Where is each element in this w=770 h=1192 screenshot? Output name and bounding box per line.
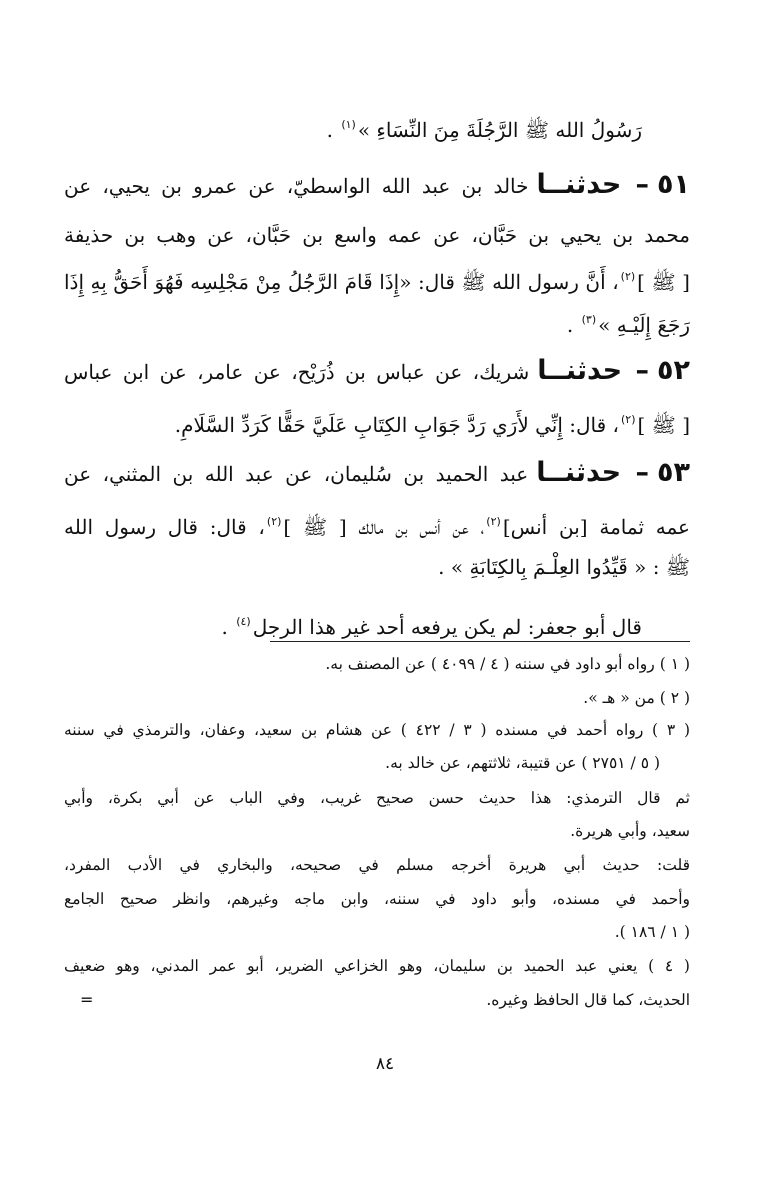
footnote-text: ( ١ ) رواه أبو داود في سننه ( ٤ / ٤٠٩٩ ) عن المصنف به. (325, 655, 690, 673)
isnad-text: ، عن أنس بن مالك [ ﷺ ] (283, 515, 485, 539)
footnote-3-line-5 (64, 853, 690, 877)
footnote-marker: (٢) (266, 515, 282, 528)
closing-remark (64, 608, 642, 641)
footnote-marker: (٤) (236, 615, 251, 628)
hadith-51-line-2 (64, 221, 690, 249)
isnad-text: عمه ثمامة [بن أنس] (502, 515, 690, 539)
footnote-3-line-2 (64, 751, 660, 775)
hadith-51-line-1 (64, 171, 690, 200)
footnote-2 (64, 686, 690, 710)
hadith-51-line-4 (64, 306, 690, 339)
matn-text: ، أَنَّ رسول الله ﷺ قال: «إِذَا قَامَ الرَّجُلُ مِنْ مَجْلِسِه فَهُوَ أَحَقُّ بِهِ إِذَا (64, 270, 619, 294)
hadith-number: ٥١ (657, 169, 690, 200)
footnote-text: ( ١ / ١٨٦ ). (614, 923, 690, 941)
page-number: ٨٤ (375, 1054, 395, 1074)
footnote-3-line-4 (64, 819, 690, 843)
footnote-text: وأحمد في مسنده، وأبو داود في سننه، وابن ماجه وغيرهم، وانظر صحيح الجامع (64, 890, 690, 908)
haddathana-heading: – حدثنــا (536, 169, 650, 200)
hadith-53-line-3 (64, 553, 690, 581)
footnote-1 (64, 652, 690, 676)
continuation-line (327, 111, 642, 144)
footnote-text: ( ٤ ) يعني عبد الحميد بن سليمان، وهو الخزاعي الضرير، أبو عمر المدني، وهو ضعيف (64, 957, 690, 975)
period: . (566, 313, 574, 337)
footnote-marker: (١) (341, 118, 356, 131)
hadith-52-line-1 (64, 357, 690, 386)
period: . (221, 615, 228, 639)
hadith-number: ٥٢ (657, 355, 690, 386)
matn-text: رَجَعَ إِلَيْـهِ » (598, 313, 690, 337)
matn-text: ﷺ : « قَيِّدُوا العِلْـمَ بِالكِتَابَةِ » . (438, 555, 690, 579)
footnote-text: ( ٢ ) من « هـ ». (583, 689, 690, 707)
footnote-text: ( ٣ ) رواه أحمد في مسنده ( ٣ / ٤٢٢ ) عن هشام بن سعيد، وعفان، والترمذي في سننه (64, 721, 691, 739)
footnote-3-line-1 (64, 718, 690, 742)
isnad-text: محمد بن يحيي بن حَبَّان، عن عمه واسع بن حَبَّان، عن وهب بن حذيفة (64, 223, 690, 247)
footnote-text: الحديث، كما قال الحافظ وغيره. (486, 991, 690, 1009)
closing-text: قال أبو جعفر: لم يكن يرفعه أحد غير هذا الرجل (252, 615, 642, 639)
footnote-separator (270, 641, 690, 642)
haddathana-heading: – حدثنــا (536, 457, 650, 488)
isnad-text: ، قال: قال رسول الله (64, 515, 265, 539)
footnote-4-line-2 (64, 988, 690, 1012)
isnad-text: عبد الحميد بن سُليمان، عن عبد الله بن المثني، عن (64, 462, 529, 486)
footnote-marker: (٢) (486, 515, 501, 528)
hadith-52-line-2 (64, 406, 690, 439)
hadith-51-line-3 (64, 263, 690, 296)
footnote-text: ثم قال الترمذي: هذا حديث حسن صحيح غريب، وفي الباب عن أبي بكرة، وأبي (64, 789, 690, 807)
footnote-3-line-3 (64, 786, 690, 810)
footnote-3-line-7 (64, 920, 690, 944)
footnote-3-line-6 (64, 887, 690, 911)
footnote-text: ( ٥ / ٢٧٥١ ) عن قتيبة، ثلاثتهم، عن خالد به. (385, 754, 660, 772)
footnote-4-line-1 (64, 954, 690, 978)
hadith-number: ٥٣ (657, 457, 690, 488)
footnote-marker: (٣) (581, 313, 597, 326)
haddathana-heading: – حدثنــا (537, 355, 650, 386)
footnote-text: سعيد، وأبي هريرة. (570, 822, 690, 840)
hadith-53-line-1 (64, 459, 690, 488)
hadith-53-line-2 (64, 508, 690, 541)
isnad-text: شريك، عن عباس بن ذُرَيْح، عن عامر، عن ابن عباس (64, 360, 530, 384)
bracket-insert: [ ﷺ ] (637, 413, 690, 437)
isnad-text: خالد بن عبد الله الواسطيّ، عن عمرو بن يحيي، عن (64, 174, 529, 198)
footnote-marker: (٢) (620, 270, 636, 283)
footnote-text: قلت: حديث أبي هريرة أخرجه مسلم في صحيحه، والبخاري في الأدب المفرد، (64, 856, 690, 874)
continuation-mark: = (80, 990, 94, 1009)
matn-text: ، قال: إِنِّي لأَرَي رَدَّ جَوَابِ الكِتَابِ عَلَيَّ حَقًّا كَرَدِّ السَّلَامِ. (174, 413, 619, 437)
hadith-text: رَسُولُ الله ﷺ الرَّجُلَةَ مِنَ النِّسَاءِ » (357, 118, 642, 142)
bracket-insert: [ ﷺ ] (637, 270, 690, 294)
footnote-marker: (٢) (621, 413, 636, 426)
period: . (326, 118, 333, 142)
